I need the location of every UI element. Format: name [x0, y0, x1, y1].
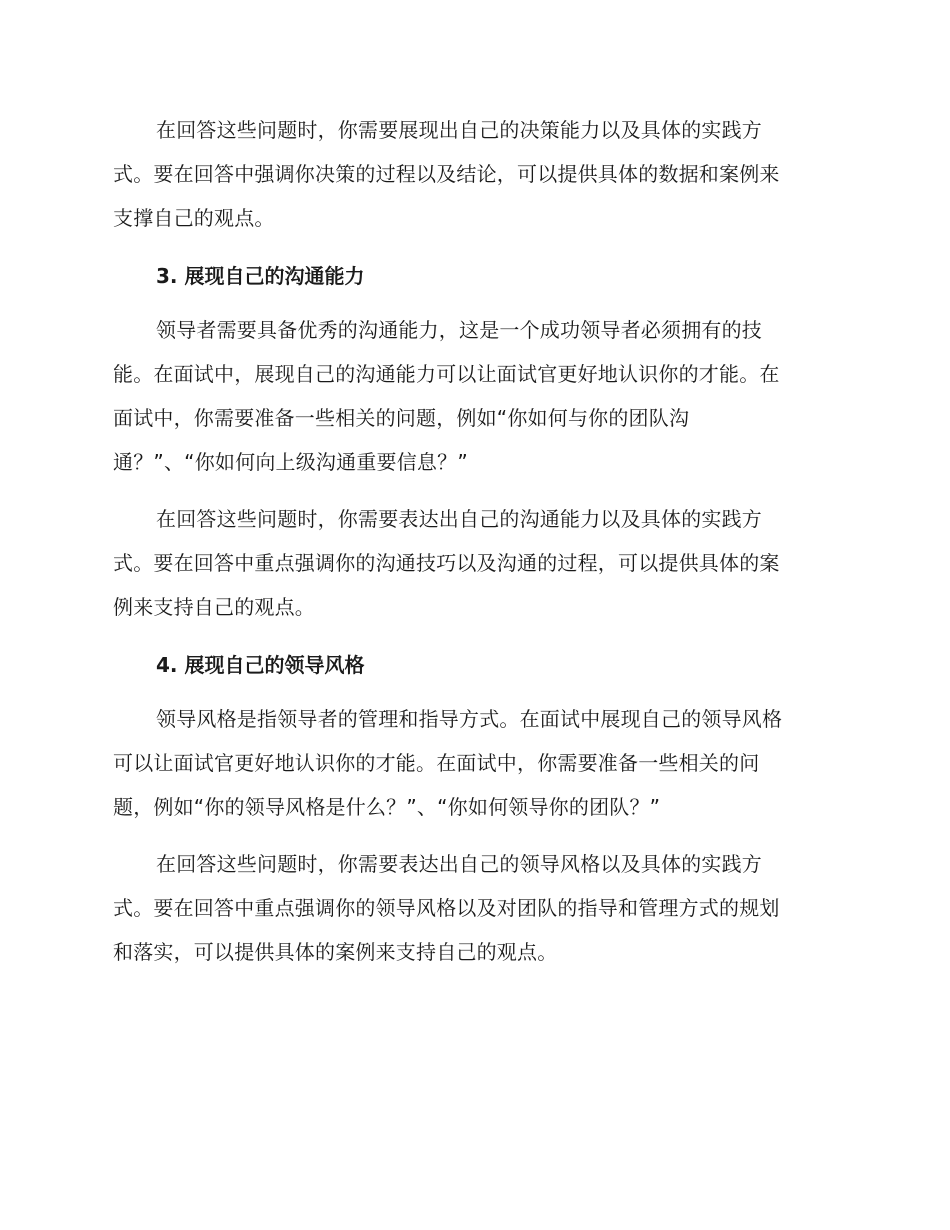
paragraph-decision-answer — [113, 108, 835, 240]
text-line: 在回答这些问题时，你需要表达出自己的沟通能力以及具体的实践方 — [156, 507, 762, 531]
document-page — [113, 108, 835, 974]
text-line: 领导者需要具备优秀的沟通能力，这是一个成功领导者必须拥有的技 — [156, 318, 762, 342]
text-line: 能。在面试中，展现自己的沟通能力可以让面试官更好地认识你的才能。在 — [113, 362, 780, 386]
section-heading-leadership-style: 4. 展现自己的领导风格 — [156, 653, 365, 677]
paragraph-communication-intro — [113, 308, 835, 484]
text-line: 在回答这些问题时，你需要展现出自己的决策能力以及具体的实践方 — [156, 118, 762, 142]
text-line: 式。要在回答中强调你决策的过程以及结论，可以提供具体的数据和案例来 — [113, 162, 780, 186]
text-line: 可以让面试官更好地认识你的才能。在面试中，你需要准备一些相关的问 — [113, 751, 760, 775]
text-line: 通？”、“你如何向上级沟通重要信息？” — [113, 450, 468, 474]
text-line: 领导风格是指领导者的管理和指导方式。在面试中展现自己的领导风格 — [156, 707, 783, 731]
paragraph-leadership-intro — [113, 697, 835, 829]
section-heading-communication: 3. 展现自己的沟通能力 — [156, 264, 365, 288]
text-line: 在回答这些问题时，你需要表达出自己的领导风格以及具体的实践方 — [156, 852, 762, 876]
text-line: 面试中，你需要准备一些相关的问题，例如“你如何与你的团队沟 — [113, 406, 690, 430]
text-line: 题，例如“你的领导风格是什么？”、“你如何领导你的团队？” — [113, 795, 661, 819]
text-line: 式。要在回答中重点强调你的沟通技巧以及沟通的过程，可以提供具体的案 — [113, 551, 780, 575]
text-line: 式。要在回答中重点强调你的领导风格以及对团队的指导和管理方式的规划 — [113, 896, 780, 920]
text-line: 支撑自己的观点。 — [113, 206, 275, 230]
paragraph-communication-answer — [113, 497, 835, 629]
text-line: 和落实，可以提供具体的案例来支持自己的观点。 — [113, 940, 558, 964]
paragraph-leadership-answer — [113, 842, 835, 974]
text-line: 例来支持自己的观点。 — [113, 595, 315, 619]
